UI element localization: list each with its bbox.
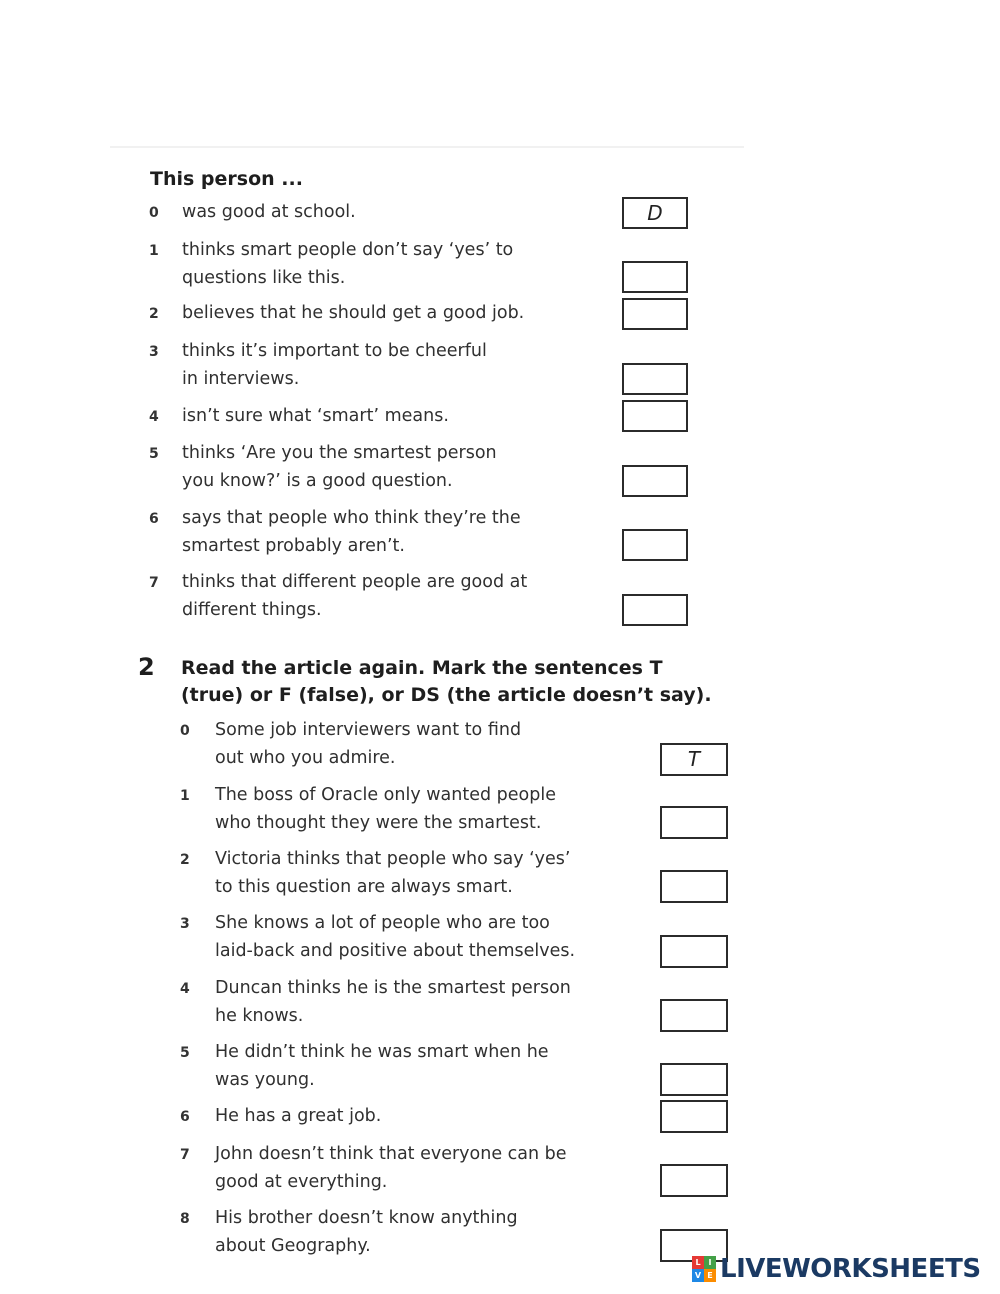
item-number: 1 bbox=[149, 243, 159, 259]
item-text bbox=[182, 568, 527, 624]
item-text-line: believes that he should get a good job. bbox=[182, 303, 525, 323]
item-text bbox=[182, 337, 487, 393]
item-number: 3 bbox=[180, 916, 190, 932]
item-text-line: He has a great job. bbox=[215, 1106, 382, 1126]
item-text-line: was young. bbox=[215, 1070, 315, 1090]
item-number: 6 bbox=[149, 511, 159, 527]
section2-answer-box[interactable] bbox=[660, 999, 728, 1032]
item-text-line: he knows. bbox=[215, 1006, 304, 1026]
item-number: 7 bbox=[180, 1147, 190, 1163]
item-text bbox=[182, 299, 524, 327]
item-text bbox=[215, 909, 575, 965]
section2-answer-box[interactable] bbox=[660, 870, 728, 903]
item-text bbox=[182, 504, 521, 560]
logo-letter: L bbox=[692, 1256, 704, 1269]
item-text-line: you know?’ is a good question. bbox=[182, 471, 453, 491]
item-text-line: in interviews. bbox=[182, 369, 300, 389]
item-text-line: smartest probably aren’t. bbox=[182, 536, 405, 556]
item-text-line: good at everything. bbox=[215, 1172, 388, 1192]
item-text-line: questions like this. bbox=[182, 268, 346, 288]
section2-answer-box[interactable] bbox=[660, 1100, 728, 1133]
section1-answer-box[interactable] bbox=[622, 298, 688, 330]
logo-letter: V bbox=[692, 1269, 704, 1282]
item-text bbox=[182, 402, 449, 430]
item-number: 4 bbox=[149, 409, 159, 425]
item-number: 6 bbox=[180, 1109, 190, 1125]
logo-letter: E bbox=[704, 1269, 716, 1282]
section2-answer-box[interactable] bbox=[660, 1164, 728, 1197]
item-number: 7 bbox=[149, 575, 159, 591]
section2-answer-box[interactable] bbox=[660, 1063, 728, 1096]
item-text-line: thinks ‘Are you the smartest person bbox=[182, 443, 497, 463]
liveworksheets-brand bbox=[692, 1253, 981, 1285]
item-text bbox=[182, 439, 497, 495]
item-text-line: John doesn’t think that everyone can be bbox=[215, 1144, 567, 1164]
logo-letter: I bbox=[704, 1256, 716, 1269]
item-number: 5 bbox=[149, 446, 159, 462]
item-text-line: She knows a lot of people who are too bbox=[215, 913, 550, 933]
item-text bbox=[215, 1140, 567, 1196]
item-text-line: out who you admire. bbox=[215, 748, 396, 768]
item-text bbox=[182, 198, 356, 226]
item-number: 8 bbox=[180, 1211, 190, 1227]
item-number: 0 bbox=[180, 723, 190, 739]
section2-answer-box[interactable]: T bbox=[660, 743, 728, 776]
item-text-line: Duncan thinks he is the smartest person bbox=[215, 978, 571, 998]
item-text bbox=[215, 1204, 518, 1260]
item-text-line: about Geography. bbox=[215, 1236, 371, 1256]
item-number: 4 bbox=[180, 981, 190, 997]
section1-answer-box[interactable] bbox=[622, 465, 688, 497]
item-text-line: isn’t sure what ‘smart’ means. bbox=[182, 406, 449, 426]
section2-instruction bbox=[181, 655, 712, 709]
item-text-line: different things. bbox=[182, 600, 322, 620]
instruction-line: (true) or F (false), or DS (the article doesn’t say). bbox=[181, 684, 712, 706]
section1-answer-box[interactable] bbox=[622, 400, 688, 432]
item-text bbox=[215, 1102, 381, 1130]
item-number: 3 bbox=[149, 344, 159, 360]
item-text bbox=[182, 236, 513, 292]
item-text-line: thinks it’s important to be cheerful bbox=[182, 341, 487, 361]
section2-answer-box[interactable] bbox=[660, 935, 728, 968]
item-text bbox=[215, 716, 521, 772]
item-text bbox=[215, 781, 556, 837]
brand-name: LIVEWORKSHEETS bbox=[720, 1254, 981, 1284]
item-text-line: who thought they were the smartest. bbox=[215, 813, 542, 833]
item-text-line: thinks that different people are good at bbox=[182, 572, 528, 592]
section1-answer-box[interactable] bbox=[622, 529, 688, 561]
item-text-line: He didn’t think he was smart when he bbox=[215, 1042, 549, 1062]
item-number: 1 bbox=[180, 788, 190, 804]
item-text-line: thinks smart people don’t say ‘yes’ to bbox=[182, 240, 514, 260]
section1-answer-box[interactable] bbox=[622, 594, 688, 626]
instruction-line: Read the article again. Mark the sentences T bbox=[181, 657, 663, 679]
item-number: 2 bbox=[180, 852, 190, 868]
item-text-line: says that people who think they’re the bbox=[182, 508, 521, 528]
item-text-line: His brother doesn’t know anything bbox=[215, 1208, 518, 1228]
section2-number: 2 bbox=[138, 653, 155, 681]
item-number: 0 bbox=[149, 205, 159, 221]
section1-answer-box[interactable] bbox=[622, 261, 688, 293]
section1-answer-box[interactable]: D bbox=[622, 197, 688, 229]
top-divider bbox=[110, 146, 744, 148]
item-text-line: Victoria thinks that people who say ‘yes’ bbox=[215, 849, 571, 869]
liveworksheets-logo-icon bbox=[692, 1256, 716, 1282]
item-number: 2 bbox=[149, 306, 159, 322]
item-text-line: The boss of Oracle only wanted people bbox=[215, 785, 556, 805]
section1-answer-box[interactable] bbox=[622, 363, 688, 395]
item-number: 5 bbox=[180, 1045, 190, 1061]
item-text bbox=[215, 1038, 549, 1094]
item-text-line: to this question are always smart. bbox=[215, 877, 513, 897]
item-text-line: Some job interviewers want to find bbox=[215, 720, 522, 740]
item-text bbox=[215, 974, 571, 1030]
item-text-line: was good at school. bbox=[182, 202, 356, 222]
section1-heading: This person ... bbox=[150, 168, 303, 190]
item-text bbox=[215, 845, 571, 901]
section2-answer-box[interactable] bbox=[660, 806, 728, 839]
item-text-line: laid-back and positive about themselves. bbox=[215, 941, 576, 961]
